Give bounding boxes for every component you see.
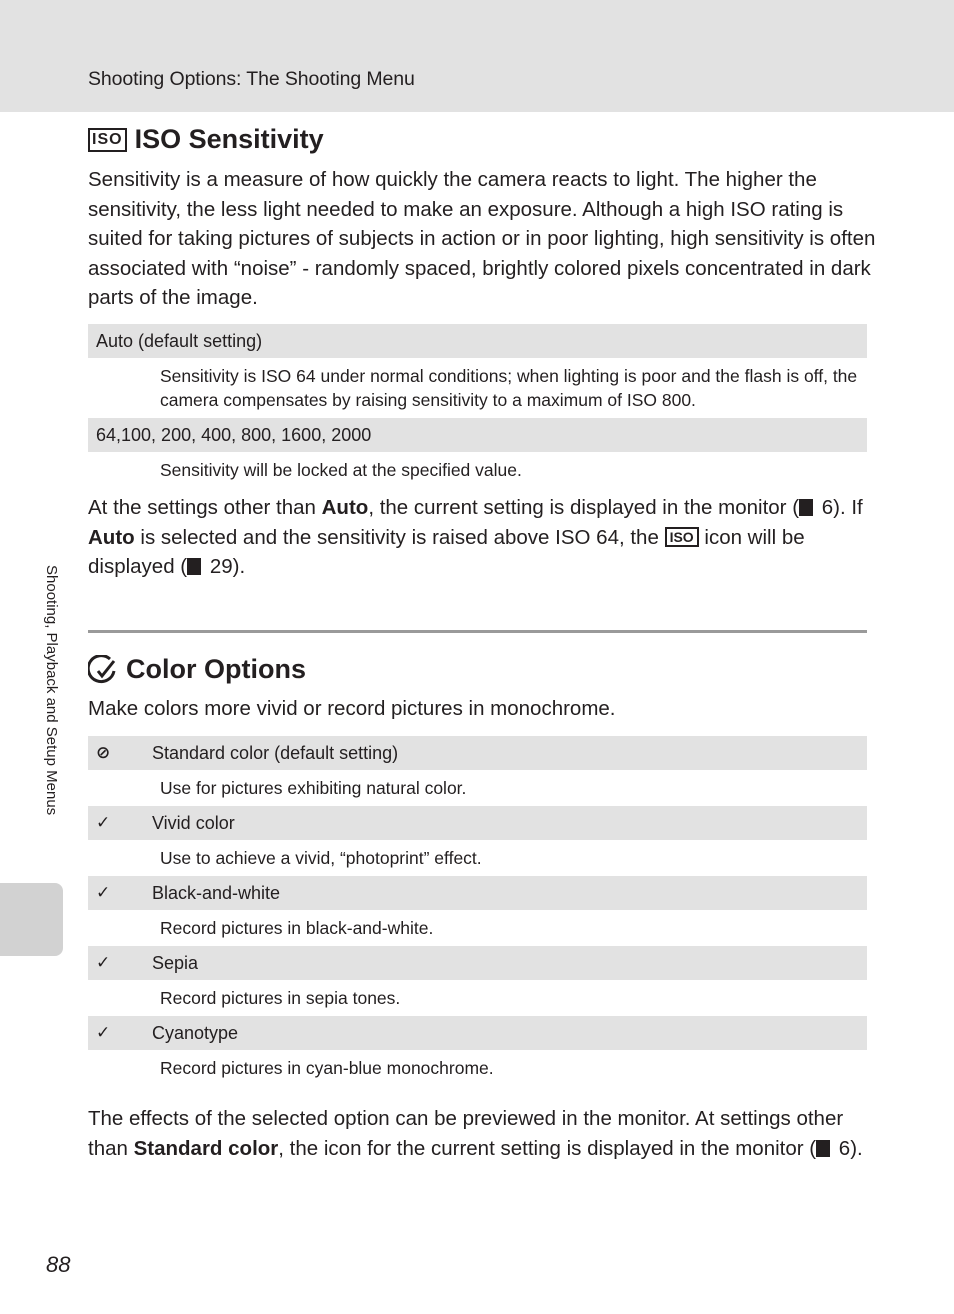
color-options-icon [88,655,118,685]
color-option-label: Vivid color [152,812,235,833]
iso-option-row [88,418,867,452]
section-tab [0,883,63,956]
iso-heading [88,124,324,155]
color-heading [88,654,306,685]
color-option-label: Cyanotype [152,1022,239,1043]
iso-option-row [88,324,867,358]
cyanotype-icon: ✓ [96,1023,111,1042]
color-option-description: Record pictures in sepia tones. [160,988,401,1008]
iso-option-label: Auto (default setting) [96,330,263,351]
page-ref-icon [799,499,813,516]
bw-icon: ✓ [96,883,111,902]
color-option-row [88,806,867,840]
color-option-row [88,946,867,980]
vivid-color-icon: ✓ [96,813,111,832]
color-option-label: Standard color (default setting) [152,742,399,763]
iso-option-label: 64,100, 200, 400, 800, 1600, 2000 [96,424,372,445]
header-band [0,0,954,112]
section-side-label: Shooting, Playback and Setup Menus [43,565,60,816]
iso-option-description: Sensitivity is ISO 64 under normal conditions; when lighting is poor and the flash is off, the camera compensates by raising sensitivity to a maximum of ISO 800. [160,366,858,410]
color-option-description: Use for pictures exhibiting natural color. [160,778,467,798]
color-option-label: Black-and-white [152,882,281,903]
iso-title: ISO Sensitivity [134,124,324,154]
iso-intro: Sensitivity is a measure of how quickly the camera reacts to light. The higher the sensitivity, the less light needed to make an exposure. Although a high ISO rating is suited for taking pictures of subjects in action or in poor lighting, high sensitivity is often associated with “noise” - randomly spaced, brightly colored pixels concentrated in dark parts of the image. [88,168,876,309]
color-option-description: Use to achieve a vivid, “photoprint” effect. [160,848,482,868]
color-option-description: Record pictures in black-and-white. [160,918,434,938]
color-option-description: Record pictures in cyan-blue monochrome. [160,1058,494,1078]
section-divider [88,630,867,633]
page-number: 88 [46,1252,71,1277]
running-head: Shooting Options: The Shooting Menu [88,68,415,90]
page-ref-icon [187,558,201,575]
color-option-row [88,876,867,910]
iso-note: At the settings other than Auto, the current setting is displayed in the monitor ( 6). If Auto is selected and the sensitivity is raised above ISO 64, the ISO icon will be displayed ( 29). [88,496,863,578]
sepia-icon: ✓ [96,953,111,972]
color-option-label: Sepia [152,952,199,973]
std-color-icon: ⊘ [96,743,111,762]
iso-option-description: Sensitivity will be locked at the specified value. [160,460,522,480]
color-option-row [88,1016,867,1050]
color-option-row [88,736,867,770]
iso-icon: ISO [88,128,127,152]
page-ref-icon [816,1140,830,1157]
iso-icon: ISO [665,527,699,547]
color-note: The effects of the selected option can be previewed in the monitor. At settings other than Standard color, the icon for the current setting is displayed in the monitor ( 6). [88,1107,863,1160]
color-intro: Make colors more vivid or record pictures in monochrome. [88,697,616,720]
color-title: Color Options [126,654,306,684]
